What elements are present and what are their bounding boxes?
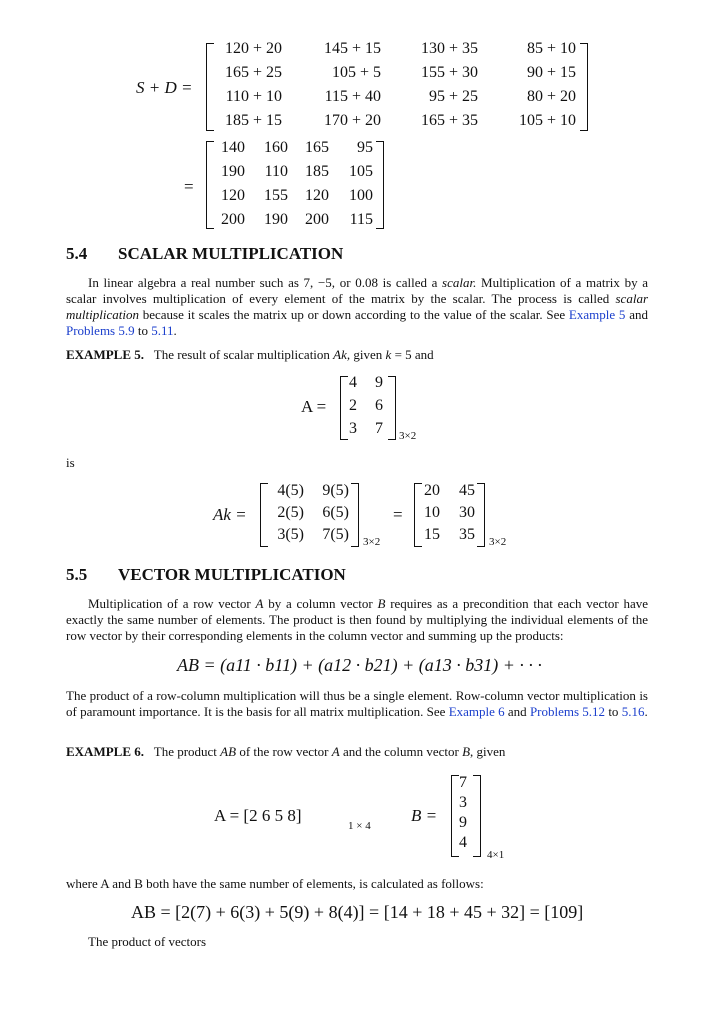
text: requires as a precondition that each vector have exactly the same number of elements. The product is then found by multiplying the individual elements of the row vector by their corresponding elements in the column vector and summing up the products: [66, 596, 649, 643]
ak-dimension: 3×2 [363, 536, 381, 548]
matrix-cell: 100 [349, 187, 373, 204]
matrix-cell: 6 [375, 397, 383, 414]
example-5-intro [66, 347, 434, 363]
text: The product [153, 744, 221, 759]
section-heading-5-4 [66, 244, 343, 264]
matrix-cell: 185 + 15 [224, 112, 282, 129]
matrix-a-dimension: 3×2 [399, 430, 417, 442]
paragraph-vector [66, 596, 648, 644]
matrix-cell: 120 + 20 [224, 40, 282, 57]
link-5-11[interactable]: 5.11 [151, 323, 174, 338]
matrix-cell: 190 [264, 211, 288, 228]
text: and the column vector [339, 744, 463, 759]
right-bracket [477, 483, 485, 547]
text: to [134, 323, 152, 338]
matrix-cell: 15 [424, 526, 440, 543]
matrix-cell: 35 [459, 526, 475, 543]
text: = 5 and [391, 347, 434, 362]
matrix-cell: 145 + 15 [323, 40, 381, 57]
section-title: VECTOR MULTIPLICATION [118, 565, 346, 584]
equals-sign: = [184, 177, 194, 196]
matrix-cell: 120 [305, 187, 329, 204]
matrix-cell: 45 [459, 482, 475, 499]
row-vector-a: A = [2 6 5 8] [214, 806, 302, 825]
ak-label: Ak = [213, 505, 247, 524]
matrix-cell: 105 + 10 [518, 112, 576, 129]
matrix-cell: 110 [264, 163, 288, 180]
matrix-cell: 155 + 30 [420, 64, 478, 81]
link-problems-5-12[interactable]: Problems 5.12 [529, 704, 606, 719]
matrix-cell: 30 [459, 504, 475, 521]
text: The result of scalar multiplication [153, 347, 334, 362]
column-vector-b-label: B = [411, 806, 438, 825]
matrix-cell: 4(5) [277, 482, 304, 499]
var-b: B [377, 596, 386, 611]
matrix-cell: 7 [375, 420, 383, 437]
link-problems-5-9[interactable]: Problems 5.9 [66, 323, 135, 338]
matrix-cell: 95 [357, 139, 373, 156]
section-number: 5.5 [66, 565, 88, 584]
column-vector-dimension: 4×1 [487, 849, 505, 861]
var-a: A [255, 596, 264, 611]
link-example-6[interactable]: Example 6 [448, 704, 505, 719]
example-6-intro [66, 744, 505, 760]
var-b: B [462, 744, 471, 759]
matrix-cell: 110 + 10 [225, 88, 282, 105]
matrix-cell: 4 [349, 374, 357, 391]
section-heading-5-5 [66, 565, 346, 585]
is-text: is [66, 455, 75, 470]
matrix-cell: 160 [264, 139, 288, 156]
matrix-cell: 130 + 35 [420, 40, 478, 57]
term-scalar: scalar. [442, 275, 477, 290]
matrix-cell: 90 + 15 [526, 64, 576, 81]
text: given [350, 347, 386, 362]
vector-cell: 9 [459, 814, 467, 831]
right-bracket [388, 376, 396, 440]
var-ab: AB [220, 744, 237, 759]
matrix-cell: 10 [424, 504, 440, 521]
text: . [173, 323, 177, 338]
matrix-cell: 105 [349, 163, 373, 180]
matrix-cell: 155 [264, 187, 288, 204]
matrix-cell: 170 + 20 [323, 112, 381, 129]
matrix-cell: 9 [375, 374, 383, 391]
matrix-cell: 165 + 35 [420, 112, 478, 129]
text: because it scales the matrix up or down according to the value of the scalar. See [138, 307, 569, 322]
matrix-cell: 200 [305, 211, 329, 228]
where-text: where A and B both have the same number of elements, is calculated as follows: [66, 876, 484, 891]
equals-sign: = [393, 505, 403, 524]
vector-cell: 3 [459, 794, 467, 811]
text: . [644, 704, 648, 719]
example-label: EXAMPLE 6. [66, 744, 144, 759]
left-bracket [451, 775, 459, 857]
right-bracket [580, 43, 588, 131]
text: In linear algebra a real number such as 7, −5, or 0.08 is called a [88, 275, 443, 290]
matrix-cell: 165 + 25 [224, 64, 282, 81]
matrix-cell: 85 + 10 [526, 40, 576, 57]
matrix-cell: 80 + 20 [526, 88, 576, 105]
text: and [504, 704, 530, 719]
section-number: 5.4 [66, 244, 88, 263]
section-title: SCALAR MULTIPLICATION [118, 244, 344, 263]
var-ak: Ak, [333, 347, 351, 362]
link-example-5[interactable]: Example 5 [568, 307, 626, 322]
matrix-cell: 115 + 40 [324, 88, 381, 105]
example-label: EXAMPLE 5. [66, 347, 144, 362]
matrix-cell: 3(5) [277, 526, 304, 543]
paragraph-scalar [66, 275, 648, 339]
vector-cell: 7 [459, 774, 467, 791]
matrix-cell: 9(5) [322, 482, 349, 499]
text: to [605, 704, 622, 719]
left-bracket [206, 43, 214, 131]
row-vector-dimension: 1 × 4 [348, 820, 371, 832]
paragraph-product [66, 688, 648, 720]
product-of-vectors-text: The product of vectors [88, 934, 207, 949]
matrix-cell: 3 [349, 420, 357, 437]
link-5-16[interactable]: 5.16 [621, 704, 645, 719]
matrix-cell: 190 [221, 163, 245, 180]
right-bracket [351, 483, 359, 547]
matrix-cell: 7(5) [322, 526, 349, 543]
text: Multiplication of a row vector [88, 596, 256, 611]
matrix-cell: 115 [349, 211, 373, 228]
right-bracket [376, 141, 384, 229]
matrix-cell: 105 + 5 [331, 64, 381, 81]
matrix-cell: 95 + 25 [428, 88, 478, 105]
matrix-cell: 165 [305, 139, 329, 156]
right-bracket [473, 775, 481, 857]
matrix-cell: 185 [305, 163, 329, 180]
sum-matrix-label: S + D = [136, 78, 193, 97]
text: of the row vector [236, 744, 332, 759]
text: , given [470, 744, 506, 759]
row-column-formula: AB = (a11 · b11) + (a12 · b21) + (a13 · b31) + · · · [177, 655, 542, 675]
text: by a column vector [263, 596, 378, 611]
term-scalar-multiplication: scalar multiplication [66, 291, 648, 322]
vector-product-result: AB = [2(7) + 6(3) + 5(9) + 8(4)] = [14 + 18 + 45 + 32] = [109] [131, 902, 584, 922]
matrix-cell: 140 [221, 139, 245, 156]
matrix-cell: 2(5) [277, 504, 304, 521]
matrix-cell: 2 [349, 397, 357, 414]
text: and [625, 307, 648, 322]
var-a: A [331, 744, 340, 759]
matrix-cell: 6(5) [322, 504, 349, 521]
result-dimension: 3×2 [489, 536, 507, 548]
matrix-a-label: A = [301, 397, 327, 416]
matrix-cell: 200 [221, 211, 245, 228]
text: Multiplication of a matrix by a scalar involves multiplication of every element of the matrix by the scalar. The process is called [66, 275, 648, 306]
text: The product of a row-column multiplication will thus be a single element. Row-column vector multiplication is of paramount importance. It is the basis for all matrix multiplication. See [66, 688, 648, 719]
vector-cell: 4 [459, 834, 467, 851]
matrix-cell: 120 [221, 187, 245, 204]
matrix-cell: 20 [424, 482, 440, 499]
var-k: k [385, 347, 392, 362]
